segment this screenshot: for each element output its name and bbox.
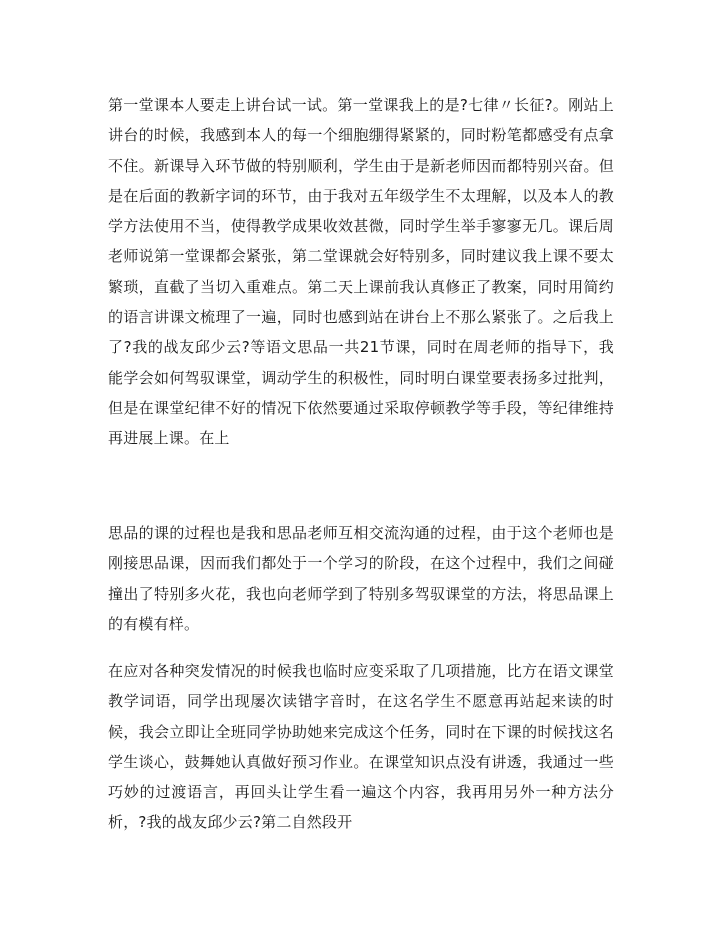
paragraph-classroom-situations: 在应对各种突发情况的时候我也临时应变采取了几项措施，比方在语文课堂教学词语，同学出现屡次读错字音时，在这名学生不愿意再站起来读的时候，我会立即让全班同学协助她来完成这个任务，同时在下课的时候找这名学生谈心，鼓舞她认真做好预习作业。在课堂知识点没有讲透，我通过一些巧妙的过渡语言，再回头让学生看一遍这个内容，我再用另外一种方法分析，?我的战友邱少云?第二自然段开 xyxy=(108,662,614,832)
paragraph-civics-lessons: 思品的课的过程也是我和思品老师互相交流沟通的过程，由于这个老师也是刚接思品课，因而我们都处于一个学习的阶段，在这个过程中，我们之间碰撞出了特别多火花，我也向老师学到了特别多驾驭课堂的方法，将思品课上的有模有样。 xyxy=(108,524,614,633)
paragraph-first-lesson: 第一堂课本人要走上讲台试一试。第一堂课我上的是?七律〃长征?。刚站上讲台的时候，我感到本人的每一个细胞绷得紧紧的，同时粉笔都感受有点拿不住。新课导入环节做的特别顺利，学生由于是新老师因而都特别兴奋。但是在后面的教新字词的环节，由于我对五年级学生不太理解，以及本人的教学方法使用不当，使得教学成果收效甚微，同时学生举手寥寥无几。课后周老师说第一堂课都会紧张，第二堂课就会好特别多，同时建议我上课不要太繁琐，直截了当切入重难点。第二天上课前我认真修正了教案，同时用简约的语言讲课文梳理了一遍，同时也感到站在讲台上不那么紧张了。之后我上了?我的战友邱少云?等语文思品一共21节课，同时在周老师的指导下，我能学会如何驾驭课堂，调动学生的积极性，同时明白课堂要表扬多过批判，但是在课堂纪律不好的情况下依然要通过采取停顿教学等手段，等纪律维持再进展上课。在上 xyxy=(108,96,614,448)
